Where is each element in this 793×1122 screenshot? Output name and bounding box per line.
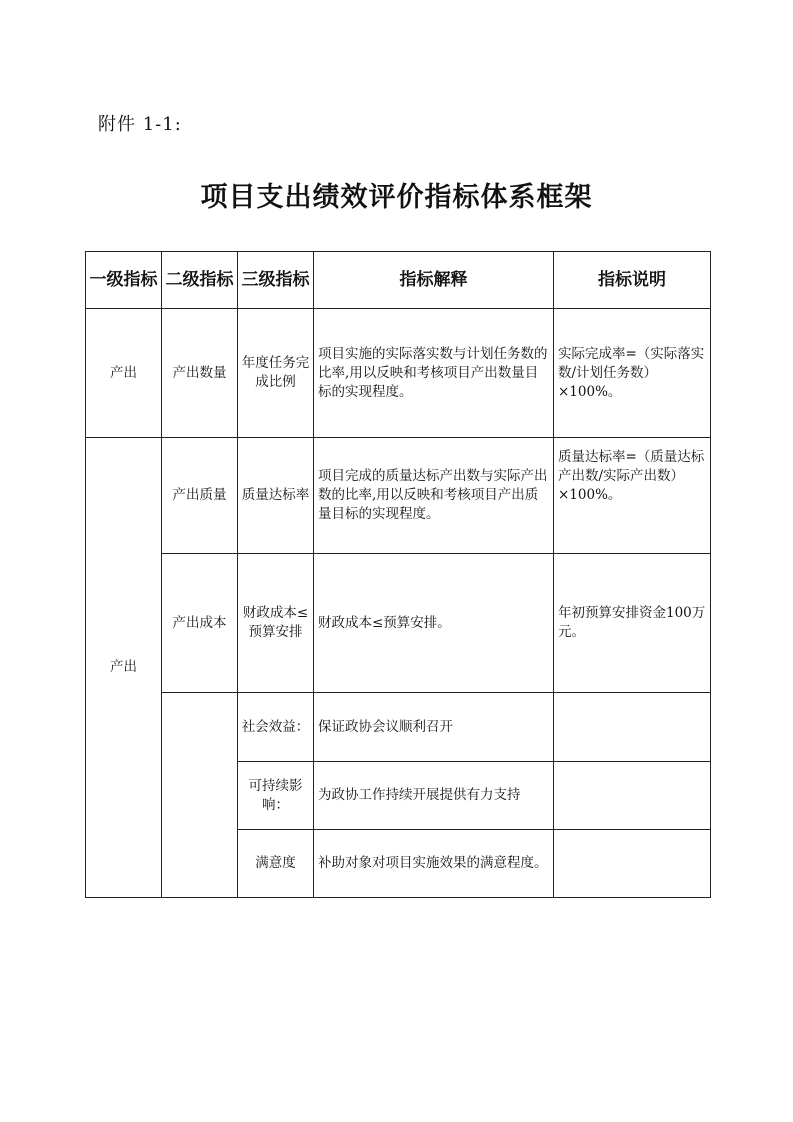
explanation-cell: 为政协工作持续开展提供有力支持: [314, 762, 554, 830]
level1-cell: 产出: [86, 438, 162, 898]
description-cell: [554, 762, 711, 830]
table-row: [86, 554, 711, 693]
level2-cell: 产出数量: [162, 309, 238, 438]
explanation-cell: 财政成本≤预算安排。: [314, 554, 554, 693]
explanation-cell: 项目实施的实际落实数与计划任务数的比率,用以反映和考核项目产出数量目标的实现程度。: [314, 309, 554, 438]
description-cell: 年初预算安排资金100万元。: [554, 554, 711, 693]
header-row: [86, 252, 711, 309]
level3-cell: 社会效益：: [238, 693, 314, 762]
level2-cell: 产出质量: [162, 438, 238, 554]
level3-cell: 满意度: [238, 830, 314, 898]
header-explanation: 指标解释: [314, 252, 554, 309]
level2-cell: 产出成本: [162, 554, 238, 693]
level3-cell: 质量达标率: [238, 438, 314, 554]
header-description: 指标说明: [554, 252, 711, 309]
explanation-cell: 项目完成的质量达标产出数与实际产出数的比率,用以反映和考核项目产出质量目标的实现程度。: [314, 438, 554, 554]
description-cell: [554, 693, 711, 762]
description-cell: [554, 830, 711, 898]
document-title: 项目支出绩效评价指标体系框架: [200, 182, 593, 213]
level3-cell: 可持续影响：: [238, 762, 314, 830]
header-level1: 一级指标: [86, 252, 162, 309]
level2-cell: [162, 693, 238, 898]
indicator-table: [85, 251, 711, 898]
explanation-cell: 保证政协会议顺利召开: [314, 693, 554, 762]
header-level3: 三级指标: [238, 252, 314, 309]
description-cell: 质量达标率=（质量达标产出数/实际产出数）×100%。: [554, 438, 711, 554]
table-row: [86, 438, 711, 554]
level3-cell: 年度任务完成比例: [238, 309, 314, 438]
table-row: [86, 309, 711, 438]
header-level2: 二级指标: [162, 252, 238, 309]
explanation-cell: 补助对象对项目实施效果的满意程度。: [314, 830, 554, 898]
level1-cell: 产出: [86, 309, 162, 438]
table-row: [86, 693, 711, 762]
attachment-label: 附件 1-1:: [98, 114, 182, 135]
level3-cell: 财政成本≤预算安排: [238, 554, 314, 693]
description-cell: 实际完成率=（实际落实数/计划任务数）×100%。: [554, 309, 711, 438]
